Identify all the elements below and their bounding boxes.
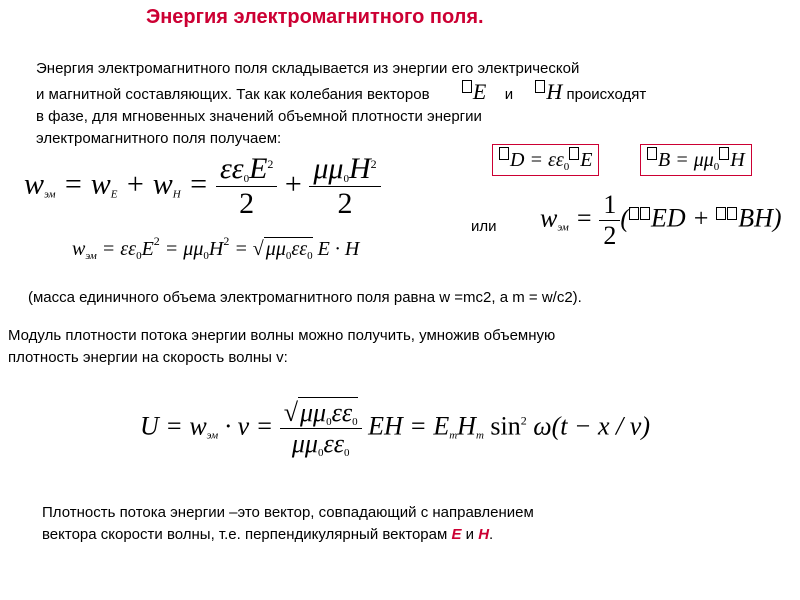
energy-density-identity: $w_{эм} = \varepsilon\varepsilon_0E^2 = \mu\mu_0H^2$ = √ $\mu\mu_0\varepsilon\varepsilon_0$ E · H	[72, 234, 360, 262]
intro-line-4: электромагнитного поля получаем:	[36, 130, 282, 147]
conclusion-period: .	[489, 526, 494, 543]
b-relation-box: $B = \mu\mu_0$ H	[640, 144, 752, 176]
intro-paragraph	[36, 58, 776, 150]
conclusion-line-1: Плотность потока энергии –это вектор, совпадающий с направлением	[42, 504, 534, 521]
vector-h-label: H	[478, 526, 490, 543]
intro-line-2-end: происходят	[566, 86, 647, 103]
conclusion-and: и	[461, 526, 479, 543]
page-title: Энергия электромагнитного поля.	[146, 6, 484, 28]
vector-arrow-icon	[569, 147, 579, 160]
vector-arrow-icon	[499, 147, 509, 160]
vector-arrow-icon	[462, 80, 472, 93]
intro-and: и	[504, 86, 514, 103]
intro-line-3: в фазе, для мгновенных значений объемной плотности энергии	[36, 108, 482, 125]
conclusion-paragraph	[42, 502, 782, 546]
vector-arrow-icon	[640, 207, 650, 220]
vector-arrow-icon	[727, 207, 737, 220]
flux-intro-paragraph	[8, 325, 788, 369]
vector-arrow-icon	[535, 80, 545, 93]
flux-intro-line-1: Модуль плотности потока энергии волны можно получить, умножив объемную	[8, 327, 556, 344]
vector-e-label: E	[451, 526, 462, 543]
energy-density-equation: $w_{эм} = w_E + w_H$ = $\frac{\varepsilon\varepsilon_0E^2}{2}$ + $\frac{\mu\mu_0H^2}{2}$	[24, 152, 381, 221]
conclusion-line-2	[42, 524, 782, 546]
vector-e-symbol: E	[462, 79, 486, 104]
flux-intro-line-2: плотность энергии на скорость волны v:	[8, 349, 288, 366]
conclusion-line-2-text: вектора скорости волны, т.е. перпендикулярный векторам	[42, 526, 452, 543]
vector-arrow-icon	[647, 147, 657, 160]
vector-arrow-icon	[716, 207, 726, 220]
vector-arrow-icon	[629, 207, 639, 220]
or-label: или	[471, 218, 497, 235]
d-relation-box: $D = \varepsilon\varepsilon_0$ E	[492, 144, 599, 176]
intro-line-2-text: и магнитной составляющих. Так как колебания векторов	[36, 86, 430, 103]
intro-line-2	[36, 80, 776, 106]
energy-flux-equation: $U = w_{эм} \cdot v$ = $\frac{√\mu\mu_0\varepsilon\varepsilon_0}{\mu\mu_0\varepsilon\varepsilon_0}$ EH = $E_mH_m$ $\sin^2 \omega(t - x / v)$	[140, 398, 650, 459]
mass-note: (масса единичного объема электромагнитного поля равна w =mc2, а m = w/c2).	[28, 289, 582, 306]
energy-density-alt-equation: $w_{эм}$ = $\frac{1}{2}$ ( ED + BH)	[540, 190, 782, 250]
vector-h-symbol: H	[535, 79, 562, 104]
intro-line-1: Энергия электромагнитного поля складывается из энергии его электрической	[36, 60, 580, 77]
vector-arrow-icon	[719, 147, 729, 160]
